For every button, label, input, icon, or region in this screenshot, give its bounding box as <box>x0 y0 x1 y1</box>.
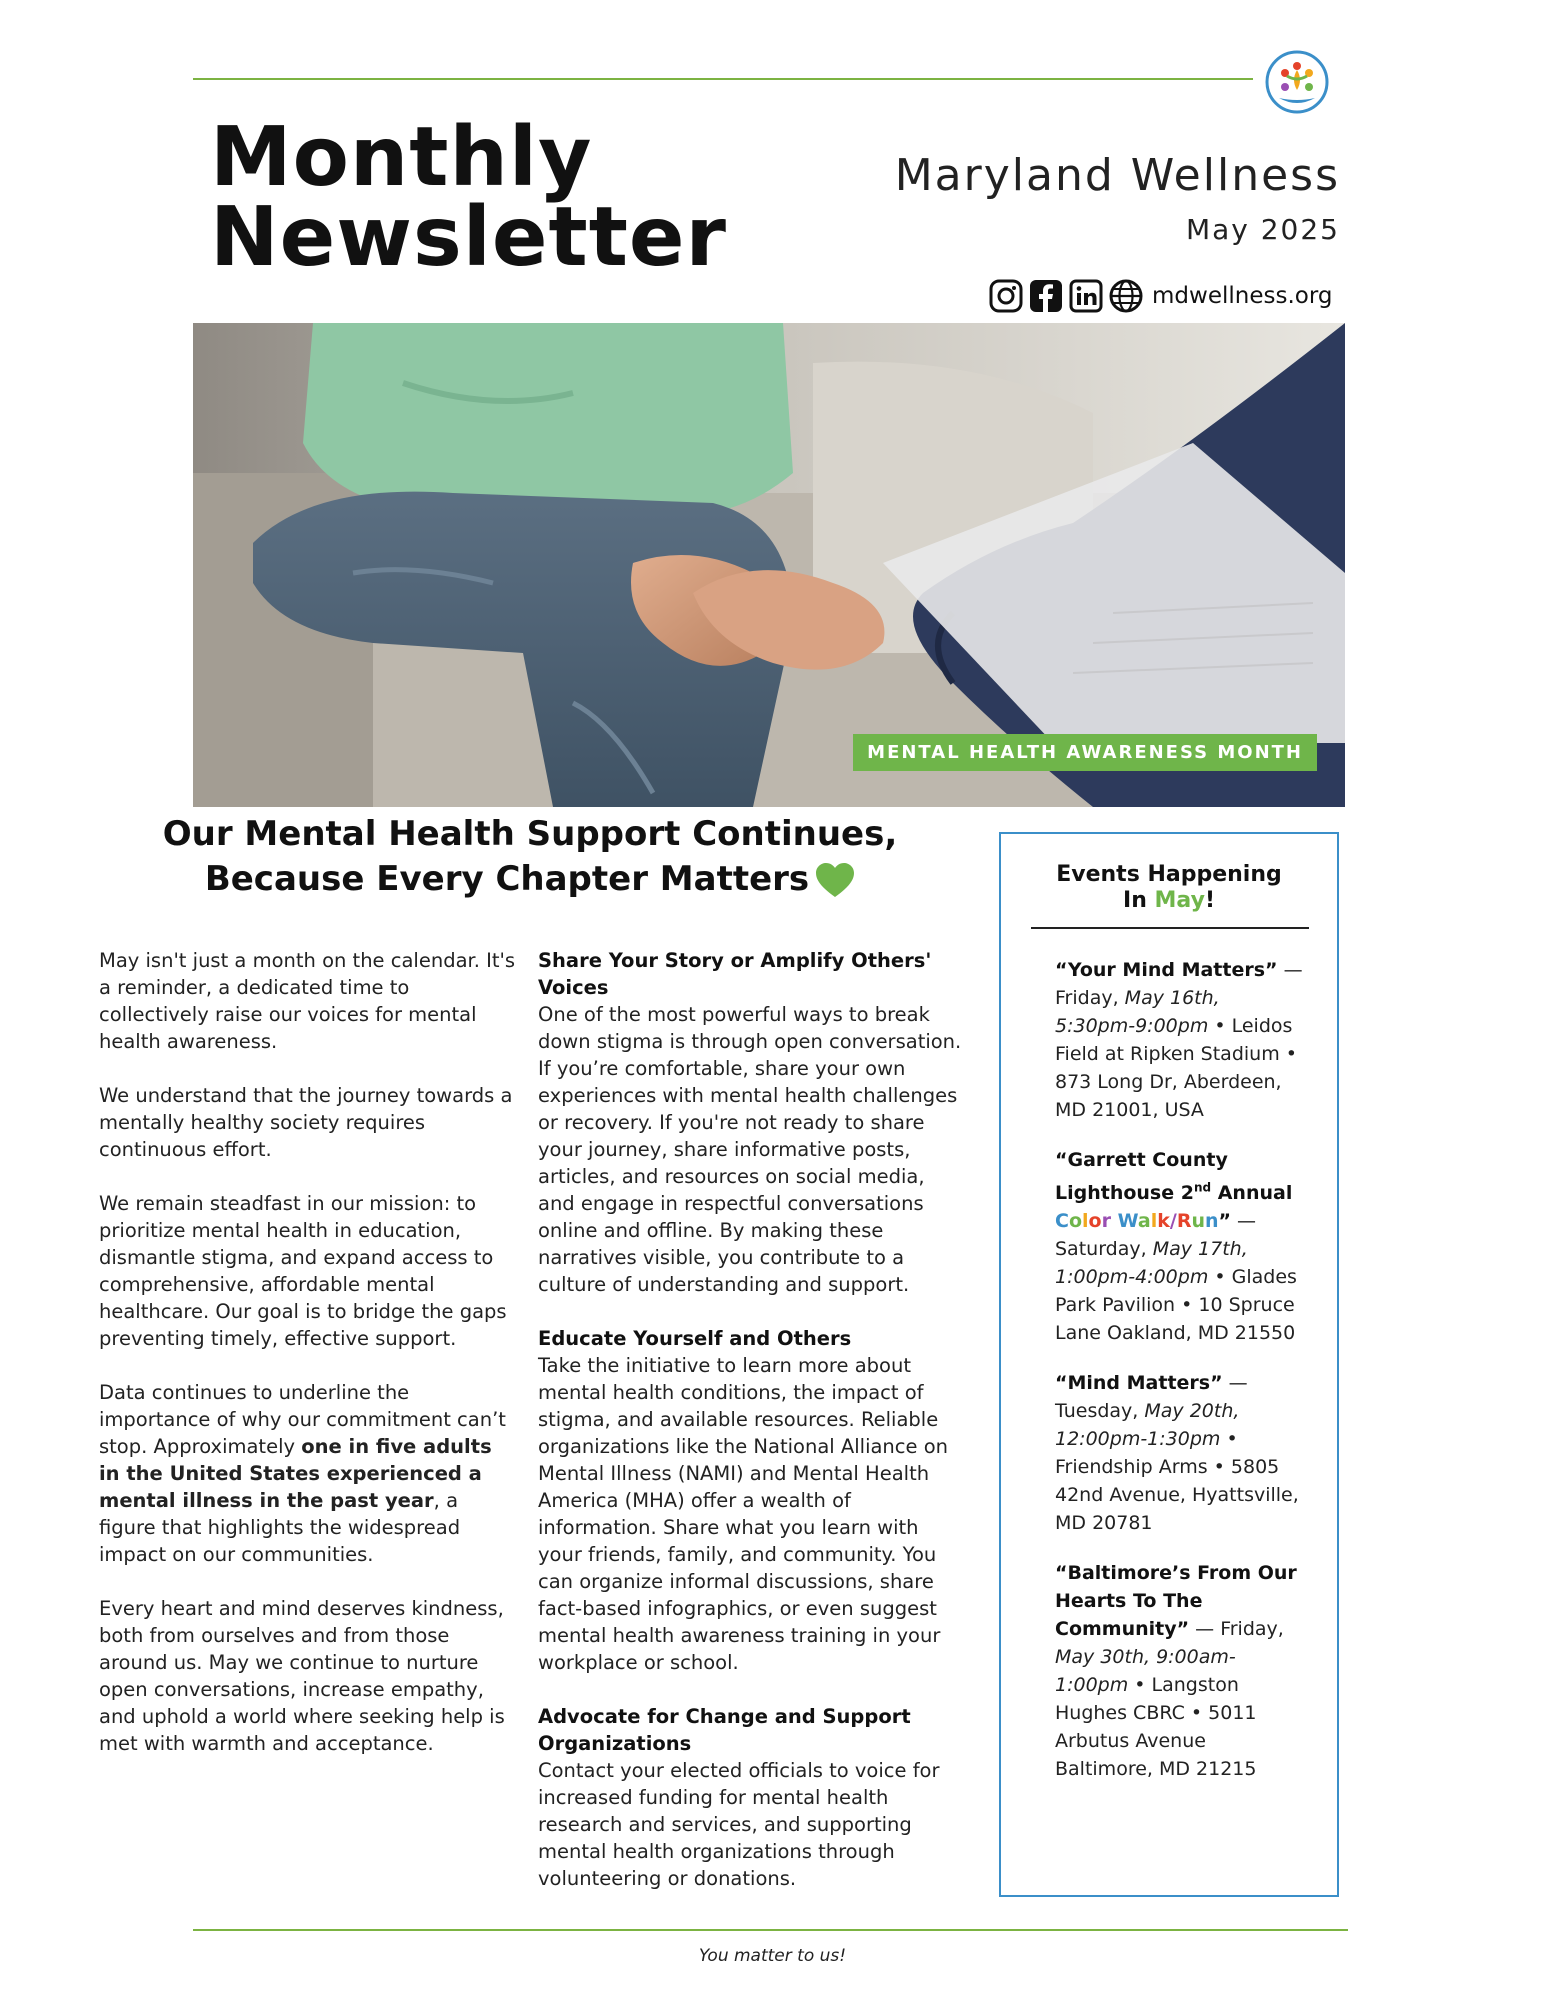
event-item-4 <box>1055 1559 1305 1783</box>
social-links <box>988 276 1332 316</box>
linkedin-icon[interactable] <box>1068 278 1104 314</box>
awareness-month-badge: MENTAL HEALTH AWARENESS MONTH <box>853 734 1317 771</box>
rainbow-letter: W <box>1117 1210 1138 1233</box>
headline-line-2 <box>110 857 950 902</box>
events-sidebar <box>999 832 1339 1897</box>
bottom-divider <box>193 1929 1348 1931</box>
event-location: • Leidos Field at Ripken Stadium • 873 Long Dr, Aberdeen, MD 21001, USA <box>1055 1015 1297 1121</box>
event-location: • Glades Park Pavilion • 10 Spruce Lane Oakland, MD 21550 <box>1055 1266 1297 1345</box>
top-divider <box>193 78 1253 80</box>
event-day: — Friday, <box>1055 959 1303 1009</box>
instagram-icon[interactable] <box>988 278 1024 314</box>
event-time: May 16th, 5:30pm-9:00pm <box>1055 987 1220 1037</box>
section-share-title: Share Your Story or Amplify Others' Voices <box>538 949 932 999</box>
organization-name: Maryland Wellness <box>894 150 1340 201</box>
hero-photo <box>193 323 1345 807</box>
section-share-body: One of the most powerful ways to break down stigma is through open conversation. If you’re comfortable, share your own experiences with mental health challenges or recovery. If you're not ready to share your journey, share informative posts, articles, and resources on social media, and engage in respectful conversations online and offline. By making these narratives visible, you contribute to a culture of understanding and support. <box>538 1003 962 1296</box>
rainbow-letter: / <box>1169 1210 1177 1233</box>
actions-column <box>538 947 963 1919</box>
title-line-1: Monthly <box>210 110 593 205</box>
intro-paragraph-5: Every heart and mind deserves kindness, both from ourselves and from those around us. May we continue to nurture open conversations, increase empathy, and uphold a world where seeking help is met with warmth and acceptance. <box>99 1597 505 1755</box>
rainbow-letter: r <box>1101 1210 1111 1233</box>
rainbow-letter: k <box>1157 1210 1170 1233</box>
event-name <box>1055 1149 1292 1232</box>
events-list <box>1055 956 1305 1805</box>
event-time: May 30th, 9:00am-1:00pm <box>1055 1646 1236 1697</box>
stat-highlight: one in five adults in the United States experienced a mental illness in the past year <box>99 1435 492 1512</box>
events-heading-in: In <box>1123 888 1155 913</box>
section-educate-title: Educate Yourself and Others <box>538 1327 852 1350</box>
event-item-2 <box>1055 1146 1305 1347</box>
events-divider <box>1031 927 1309 929</box>
rainbow-letter: l <box>1082 1210 1089 1233</box>
stat-lead-in: Data continues to underline the importance of why our commitment can’t stop. Approximately <box>99 1381 506 1458</box>
events-heading-month: May <box>1154 888 1205 913</box>
event-name: “Your Mind Matters” <box>1055 959 1278 981</box>
stat-follow-up: , a figure that highlights the widespread impact on our communities. <box>99 1489 461 1566</box>
title-line-2: Newsletter <box>210 190 727 285</box>
events-heading-line-1: Events Happening <box>1056 862 1282 887</box>
event-item-1 <box>1055 956 1305 1124</box>
intro-paragraph-1: May isn't just a month on the calendar. It's a reminder, a dedicated time to collectively raise our voices for mental health awareness. <box>99 949 516 1053</box>
event-day: — Friday, <box>1189 1618 1284 1641</box>
event-name: “Baltimore’s From Our Hearts To The Community” <box>1055 1562 1297 1641</box>
events-heading-bang: ! <box>1204 888 1215 913</box>
headline-line-2-text: Because Every Chapter Matters <box>204 859 810 899</box>
event-day: — Saturday, <box>1055 1210 1257 1261</box>
event-location: • Friendship Arms • 5805 42nd Avenue, Hyattsville, MD 20781 <box>1055 1428 1299 1535</box>
event-time: May 20th, 12:00pm-1:30pm <box>1055 1400 1240 1451</box>
rainbow-letter: o <box>1068 1210 1083 1233</box>
event-name-part: Annual <box>1211 1182 1293 1205</box>
intro-paragraph-4 <box>99 1379 519 1568</box>
event-location: • Langston Hughes CBRC • 5011 Arbutus Avenue Baltimore, MD 21215 <box>1055 1674 1257 1781</box>
rainbow-letter: o <box>1088 1210 1102 1233</box>
intro-paragraph-3: We remain steadfast in our mission: to prioritize mental health in education, dismantle stigma, and expand access to comprehensive, affordable mental healthcare. Our goal is to bridge the gaps preventing timely, effective support. <box>99 1192 507 1350</box>
intro-paragraph-2: We understand that the journey towards a mentally healthy society requires continuous effort. <box>99 1084 513 1161</box>
event-name: “Mind Matters” <box>1055 1372 1223 1395</box>
issue-date: May 2025 <box>1185 213 1340 246</box>
section-advocate-body: Contact your elected officials to voice for increased funding for mental health research and services, and supporting mental health organizations through volunteering or donations. <box>538 1759 940 1890</box>
intro-column <box>99 947 519 1784</box>
event-item-3 <box>1055 1369 1305 1537</box>
rainbow-letter: u <box>1191 1210 1205 1233</box>
rainbow-letter: l <box>1150 1210 1158 1233</box>
event-name-part: “Garrett County Lighthouse 2 <box>1055 1149 1228 1205</box>
event-name-part: ” <box>1218 1210 1232 1233</box>
events-heading <box>1001 862 1337 914</box>
footer-tagline: You matter to us! <box>698 1946 847 1966</box>
rainbow-letter: C <box>1055 1210 1069 1233</box>
ordinal-suffix: nd <box>1193 1181 1212 1195</box>
website-link[interactable]: mdwellness.org <box>1152 283 1333 309</box>
organization-logo <box>1265 50 1329 114</box>
color-walk-run-label <box>1055 1210 1219 1232</box>
section-advocate-title: Advocate for Change and Support Organizations <box>538 1705 911 1755</box>
rainbow-letter: a <box>1137 1210 1151 1233</box>
event-day: — Tuesday, <box>1055 1372 1248 1423</box>
globe-icon[interactable] <box>1108 278 1144 314</box>
main-headline <box>110 812 950 902</box>
rainbow-letter: n <box>1204 1210 1219 1233</box>
headline-line-1: Our Mental Health Support Continues, <box>162 814 898 854</box>
section-educate-body: Take the initiative to learn more about mental health conditions, the impact of stigma, and available resources. Reliable organizations like the National Alliance on Mental Illness (NAMI) and Mental Health America (MHA) offer a wealth of information. Share what you learn with your friends, family, and community. You can organize informal discussions, share fact-based infographics, or even suggest mental health awareness training in your workplace or school. <box>538 1354 948 1674</box>
event-time: May 17th, 1:00pm-4:00pm <box>1055 1238 1248 1289</box>
rainbow-letter <box>1111 1210 1118 1232</box>
facebook-icon[interactable] <box>1028 278 1064 314</box>
green-heart-icon <box>815 863 855 899</box>
events-heading-line-2 <box>1001 888 1337 914</box>
rainbow-letter: R <box>1176 1210 1192 1233</box>
newsletter-title <box>210 110 810 285</box>
